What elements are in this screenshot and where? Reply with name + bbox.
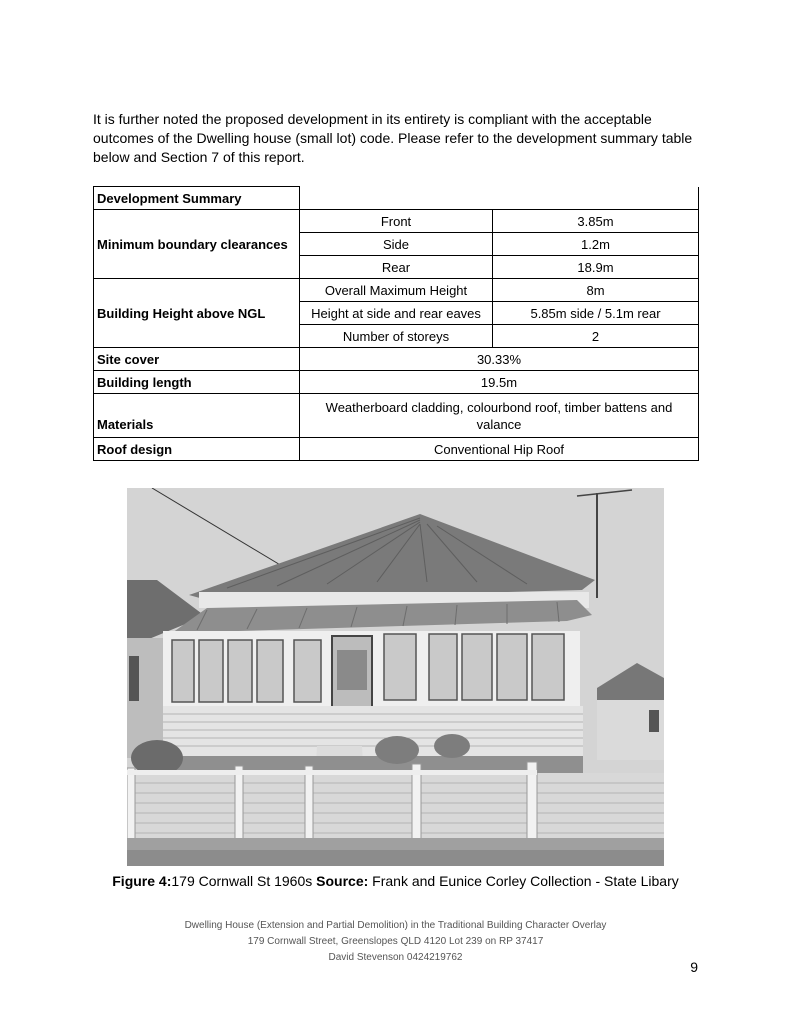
- roof-design-value: Conventional Hip Roof: [300, 438, 699, 461]
- footer-line-1: Dwelling House (Extension and Partial Demolition) in the Traditional Building Character Overlay: [184, 920, 607, 931]
- table-header: Development Summary: [94, 187, 300, 210]
- table-row: [94, 438, 699, 461]
- clearance-rear-label: Rear: [300, 256, 493, 279]
- page-number: 9: [690, 959, 698, 975]
- clearance-side-value: 1.2m: [493, 233, 699, 256]
- table-row: [94, 348, 699, 371]
- eaves-height-value: 5.85m side / 5.1m rear: [493, 302, 699, 325]
- intro-paragraph: It is further noted the proposed development in its entirety is compliant with the acceptable outcomes of the Dwelling house (small lot) code. Please refer to the development summary table below and Section 7 of this report.: [93, 111, 693, 165]
- table-row: [94, 371, 699, 394]
- eaves-height-label: Height at side and rear eaves: [300, 302, 493, 325]
- figure-caption: [0, 873, 791, 889]
- site-cover-value: 30.33%: [300, 348, 699, 371]
- storeys-value: 2: [493, 325, 699, 348]
- storeys-label: Number of storeys: [300, 325, 493, 348]
- materials-label: Materials: [94, 394, 300, 438]
- figure-label: Figure 4:: [112, 873, 172, 889]
- building-length-label: Building length: [94, 371, 300, 394]
- figure-text: 179 Cornwall St 1960s: [171, 873, 317, 889]
- table-header-row: [94, 187, 699, 210]
- table-row: [94, 279, 699, 302]
- table-row: [94, 210, 699, 233]
- house-photo: [127, 488, 664, 866]
- max-height-label: Overall Maximum Height: [300, 279, 493, 302]
- table-row: [94, 394, 699, 438]
- max-height-value: 8m: [493, 279, 699, 302]
- clearance-rear-value: 18.9m: [493, 256, 699, 279]
- building-length-value: 19.5m: [300, 371, 699, 394]
- footer-line-3: David Stevenson 0424219762: [328, 952, 463, 963]
- page-footer: [0, 918, 791, 966]
- roof-design-label: Roof design: [94, 438, 300, 461]
- figure-source-text: Frank and Eunice Corley Collection - State Libary: [368, 873, 679, 889]
- clearance-front-label: Front: [300, 210, 493, 233]
- development-summary-table: [93, 186, 699, 461]
- clearances-label: Minimum boundary clearances: [94, 210, 300, 279]
- figure-source-label: Source:: [316, 873, 369, 889]
- site-cover-label: Site cover: [94, 348, 300, 371]
- clearance-side-label: Side: [300, 233, 493, 256]
- clearance-front-value: 3.85m: [493, 210, 699, 233]
- height-label: Building Height above NGL: [94, 279, 300, 348]
- footer-line-2: 179 Cornwall Street, Greenslopes QLD 4120 Lot 239 on RP 37417: [247, 936, 544, 947]
- materials-value: Weatherboard cladding, colourbond roof, timber battens and valance: [300, 394, 699, 438]
